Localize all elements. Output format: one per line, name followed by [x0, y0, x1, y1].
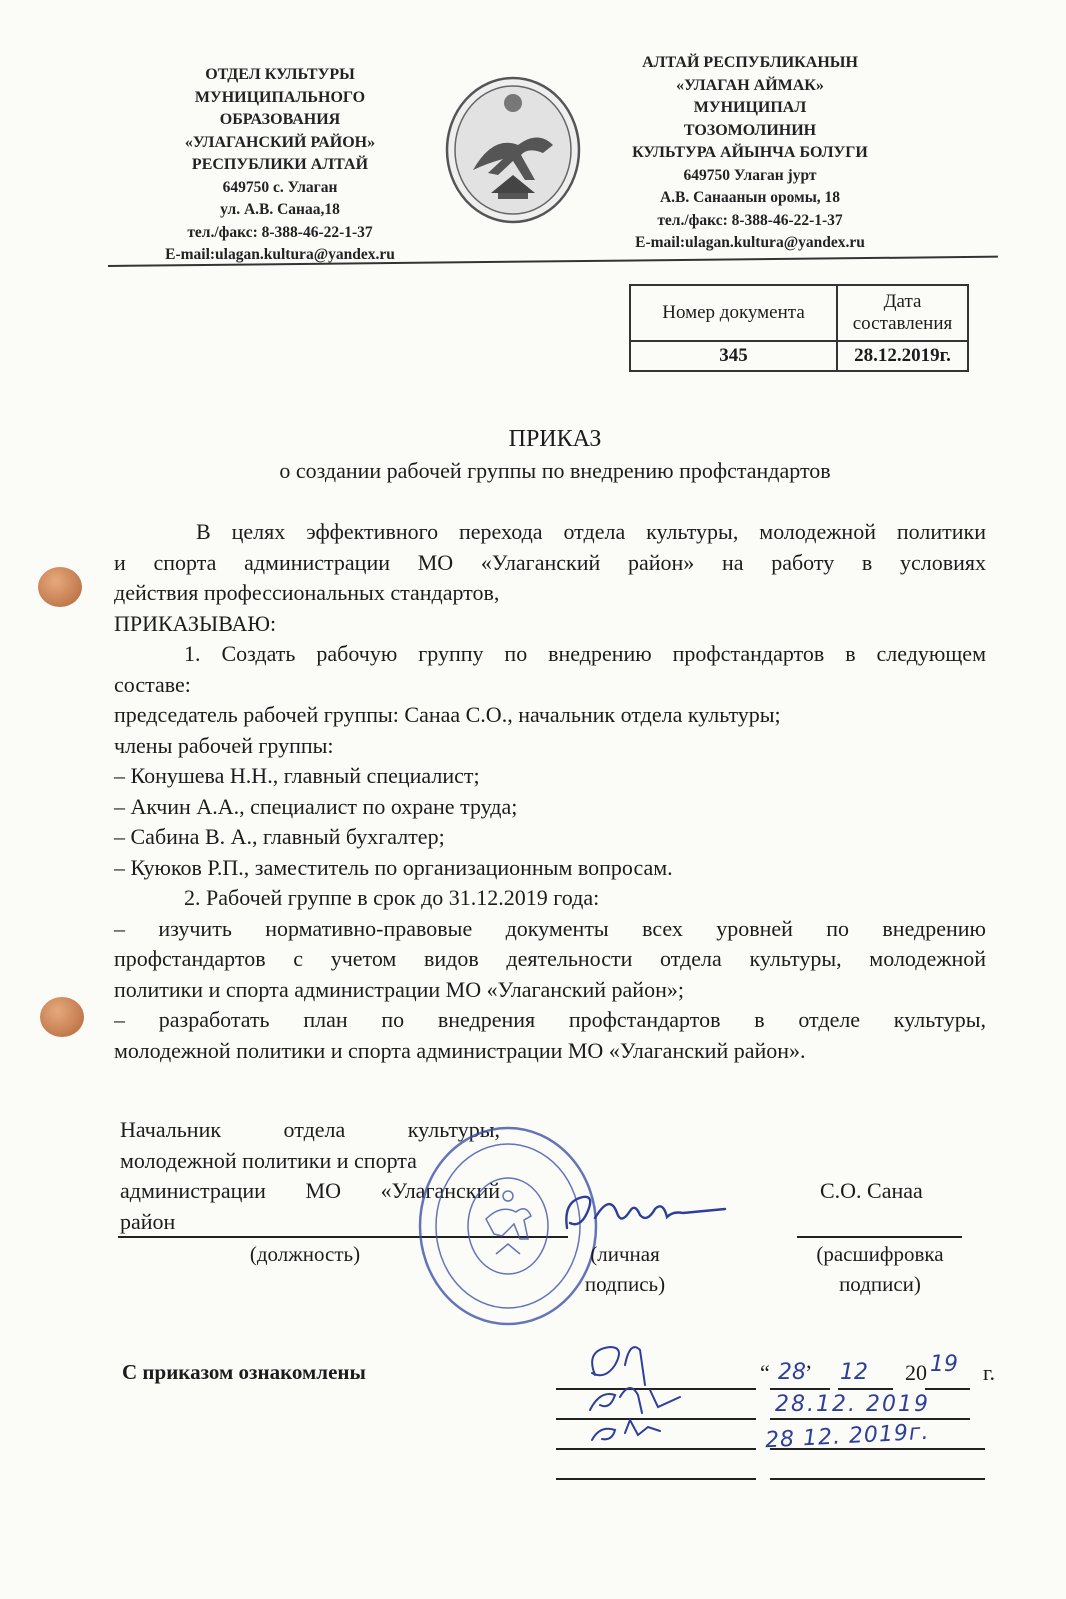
task-line: профстандартов с учетом видов деятельности отдела культуры, молодежной [114, 946, 986, 971]
emblem-logo [443, 75, 583, 225]
ack-signature-scribble [570, 1335, 710, 1455]
sign-caption [570, 1239, 680, 1299]
address-line: тел./факс: 8-388-46-22-1-37 [187, 223, 373, 241]
intro-line: В целях эффективного перехода отдела культуры, молодежной политики [196, 519, 986, 544]
ack-date-underline [925, 1388, 970, 1390]
position-line: Начальник отдела культуры, [120, 1117, 500, 1142]
decode-caption [795, 1239, 965, 1299]
org-line: «УЛАГАНСКИЙ РАЙОН» [184, 133, 376, 151]
document-date: 28.12.2019г. [837, 341, 968, 371]
org-line: МУНИЦИПАЛЬНОГО [194, 88, 366, 106]
org-line: ТОЗОМОЛИНИН [683, 121, 817, 139]
punch-hole [38, 567, 82, 607]
org-line: КУЛЬТУРА АЙЫНЧА БОЛУГИ [632, 144, 868, 161]
org-line: ОТДЕЛ КУЛЬТУРЫ [205, 66, 355, 83]
item-line: 1. Создать рабочую группу по внедрению профстандартов в следующем [184, 641, 986, 666]
signature-scribble [555, 1183, 730, 1243]
member-item: – Конушева Н.Н., главный специалист; [114, 763, 480, 788]
email-line: E-mail:ulagan.kultura@yandex.ru [165, 246, 395, 263]
punch-hole [40, 997, 84, 1037]
ack-month: 12 [840, 1360, 868, 1385]
ack-date-underline [770, 1388, 830, 1390]
decode-underline [797, 1236, 962, 1238]
org-line: МУНИЦИПАЛ [693, 99, 807, 116]
task-line: – изучить нормативно-правовые документы всех уровней по внедрению [114, 915, 986, 941]
ack-date-third: 28 12. 2019г. [764, 1419, 931, 1454]
position-caption: (должность) [249, 1242, 361, 1266]
document-number-table [629, 284, 969, 372]
org-line: АЛТАЙ РЕСПУБЛИКАНЫН [642, 54, 858, 71]
date-sep: ’ [805, 1360, 813, 1385]
chairman-line: председатель рабочей группы: Санаа С.О., начальник отдела культуры; [114, 702, 781, 727]
address-line: 649750 с. Улаган [222, 178, 338, 196]
org-line: РЕСПУБЛИКИ АЛТАЙ [191, 156, 369, 173]
address-line: ул. А.В. Санаа,18 [220, 201, 340, 218]
item-line: составе: [114, 671, 191, 697]
org-line: ОБРАЗОВАНИЯ [219, 111, 341, 128]
item-line: 2. Рабочей группе в срок до 31.12.2019 года: [184, 885, 600, 910]
document-number-header: Номер документа [630, 285, 837, 341]
member-item: – Куюков Р.П., заместитель по организационным вопросам. [114, 854, 673, 880]
ack-date-underline [838, 1388, 893, 1390]
org-line: «УЛАГАН АЙМАК» [676, 76, 824, 94]
ack-line [556, 1478, 756, 1480]
date-quote-open: “ [760, 1360, 770, 1385]
task-line: политики и спорта администрации МО «Улаганский район»; [114, 976, 684, 1002]
signer-name: С.О. Санаа [820, 1178, 923, 1203]
member-item: – Акчин А.А., специалист по охране труда; [114, 793, 518, 819]
ack-year-prefix: 20 [905, 1360, 927, 1385]
sign-caption-text: (личная подпись) [584, 1242, 666, 1296]
ack-date-second: 28.12. 2019 [775, 1392, 930, 1417]
position-line: молодежной политики и спорта [120, 1147, 417, 1173]
address-line: А.В. Санаанын оромы, 18 [659, 189, 841, 206]
intro-line: действия профессиональных стандартов, [114, 580, 500, 605]
position-line: администрации МО «Улаганский [120, 1178, 500, 1203]
ack-date-line [770, 1418, 970, 1420]
task-line: – разработать план по внедрения профстандартов в отделе культуры, [114, 1007, 986, 1032]
address-line: 649750 Улаган јурт [683, 166, 817, 184]
intro-line: и спорта администрации МО «Улаганский район» на работу в условиях [114, 549, 986, 575]
page-subtitle: о создании рабочей группы по внедрению профстандартов [279, 458, 831, 483]
acknowledged-label: С приказом ознакомлены [122, 1360, 366, 1384]
header-right [605, 52, 895, 255]
ack-day: 28 [778, 1360, 806, 1385]
page-title: ПРИКАЗ [508, 426, 602, 452]
task-line: молодежной политики и спорта администрации МО «Улаганский район». [114, 1037, 806, 1063]
ack-year-suffix: 19 [930, 1352, 958, 1377]
email-line: E-mail:ulagan.kultura@yandex.ru [635, 234, 865, 251]
members-label: члены рабочей группы: [114, 732, 334, 758]
header-left [130, 64, 430, 267]
document-date-header: Дата составления [837, 285, 968, 341]
order-word: ПРИКАЗЫВАЮ: [114, 610, 277, 636]
decode-caption-text: (расшифровка подписи) [816, 1242, 944, 1296]
document-number: 345 [630, 341, 837, 371]
ack-date-line [770, 1478, 985, 1480]
position-line: район [120, 1208, 176, 1234]
member-item: – Сабина В. А., главный бухгалтер; [114, 824, 445, 849]
ack-date-first [760, 1352, 1030, 1390]
order-body [114, 517, 986, 1066]
address-line: тел./факс: 8-388-46-22-1-37 [657, 211, 843, 229]
ack-year-end: г. [983, 1360, 996, 1385]
